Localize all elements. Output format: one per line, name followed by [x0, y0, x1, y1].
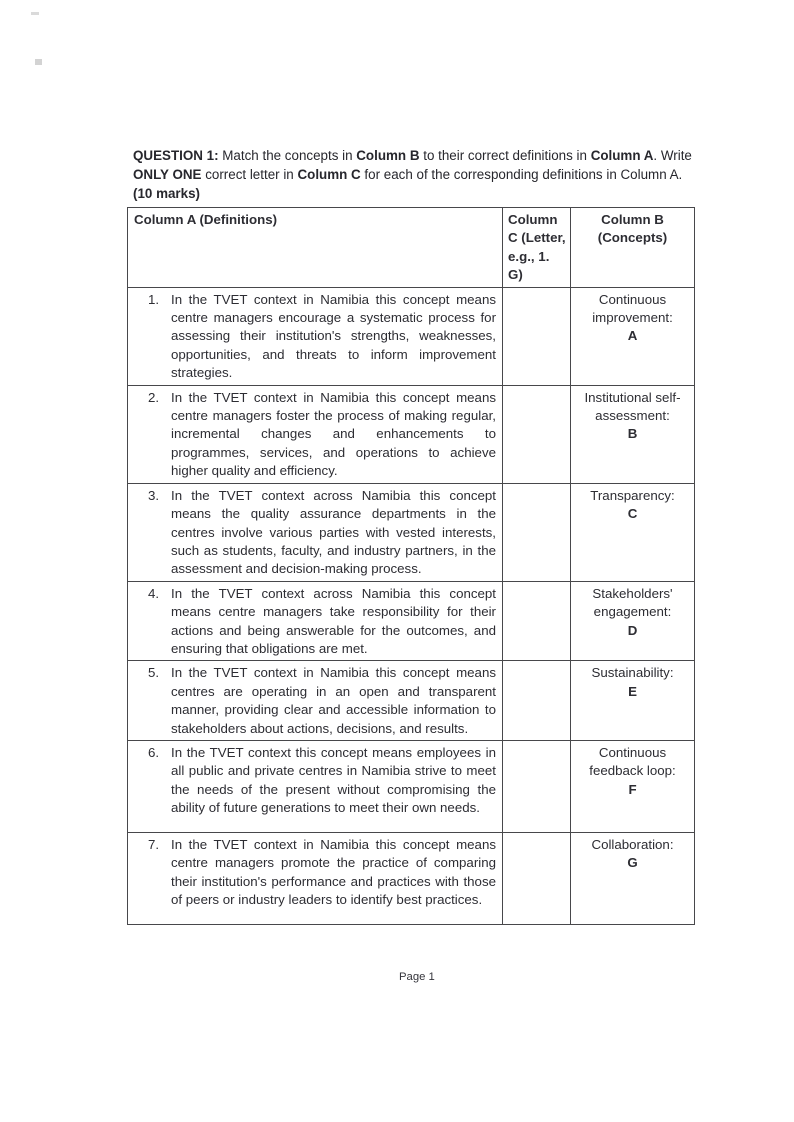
definition-number: 3.	[148, 487, 160, 503]
concept-letter: C	[627, 506, 638, 522]
definition-text: In the TVET context in Namibia this concept means centre managers encourage a systematic process for assessing their institution's strengths, weaknesses, opportunities, and threats to inform improvement strategies.	[171, 291, 496, 381]
scan-artifact	[31, 12, 39, 15]
marks-label: (10 marks)	[133, 186, 200, 202]
concept-letter: D	[627, 622, 638, 638]
definition-text: In the TVET context in Namibia this concept means centres are operating in an open and transparent manner, providing clear and accessible information to stakeholders about actions, decisions, and results.	[171, 665, 496, 736]
concept-letter: F	[628, 781, 637, 797]
concept-name: Institutional self-assessment:	[584, 389, 681, 424]
concept-name: Transparency:	[590, 487, 675, 503]
definition-number: 4.	[148, 585, 160, 601]
matching-table	[127, 207, 695, 925]
scan-artifact	[35, 59, 42, 65]
definition-number: 6.	[148, 744, 160, 760]
answer-cell-7[interactable]	[503, 832, 571, 924]
concept-letter: G	[627, 855, 638, 871]
question-number-label: QUESTION 1:	[133, 148, 219, 164]
concept-name: Continuous improvement:	[592, 291, 673, 326]
table-header-row	[128, 208, 695, 288]
concept-name: Stakeholders' engagement:	[592, 585, 673, 620]
definition-text: In the TVET context in Namibia this concept means centre managers promote the practice of comparing their institution's performance and practices with those of peers or industry leaders to identify best practices.	[171, 836, 496, 908]
definition-text: In the TVET context across Namibia this concept means centre managers take responsibility for their actions and being answerable for the outcomes, and ensuring that obligations are met.	[171, 585, 496, 656]
page-number: Page 1	[399, 971, 435, 983]
table-row	[128, 832, 695, 924]
table-row	[128, 287, 695, 385]
concept-letter: A	[627, 328, 638, 344]
definition-text: In the TVET context across Namibia this concept means the quality assurance departments in the centres involve various parties with vested interests, such as students, faculty, and industry partners, in the assessment and decision-making process.	[171, 487, 496, 577]
definition-number: 2.	[148, 389, 160, 405]
column-c-header: Column C (Letter, e.g., 1. G)	[503, 208, 571, 288]
definition-number: 5.	[148, 665, 160, 681]
definition-number: 7.	[148, 836, 160, 852]
answer-cell-5[interactable]	[503, 661, 571, 741]
table-row	[128, 661, 695, 741]
answer-cell-6[interactable]	[503, 740, 571, 832]
answer-cell-4[interactable]	[503, 581, 571, 661]
definition-text: In the TVET context this concept means employees in all public and private centres in Namibia strive to meet the needs of the present without compromising the ability of future generations to meet their own needs.	[171, 744, 496, 816]
concept-name: Collaboration:	[591, 836, 674, 852]
definition-number: 1.	[148, 291, 160, 307]
definition-text: In the TVET context in Namibia this concept means centre managers foster the process of making regular, incremental changes and enhancements to programmes, services, and operations to achieve higher quality and efficiency.	[171, 389, 496, 479]
table-row	[128, 483, 695, 581]
concept-letter: E	[628, 683, 637, 699]
column-a-header: Column A (Definitions)	[128, 208, 503, 288]
answer-cell-3[interactable]	[503, 483, 571, 581]
concept-name: Continuous feedback loop:	[589, 744, 676, 779]
answer-cell-1[interactable]	[503, 287, 571, 385]
table-row	[128, 385, 695, 483]
concept-letter: B	[627, 426, 638, 442]
question-instructions: QUESTION 1: Match the concepts in Column B to their correct definitions in Column A. Write ONLY ONE correct letter in Column C for each of the corresponding definitions in Column A. (10 marks)	[133, 148, 692, 202]
column-b-header: Column B (Concepts)	[571, 208, 695, 288]
concept-name: Sustainability:	[591, 665, 674, 681]
answer-cell-2[interactable]	[503, 385, 571, 483]
table-row	[128, 581, 695, 661]
table-row	[128, 740, 695, 832]
